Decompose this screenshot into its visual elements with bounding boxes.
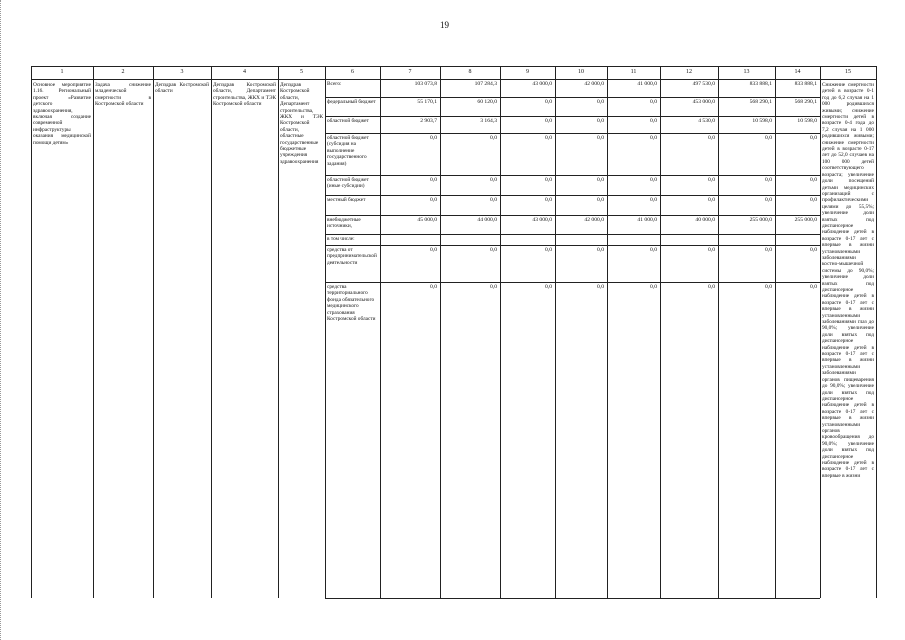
budget-value: 0,0 — [490, 197, 497, 203]
funding-source-label: федеральный бюджет — [327, 99, 376, 105]
budget-value: 0,0 — [708, 284, 715, 290]
table-vline — [876, 66, 877, 598]
table-hline — [325, 234, 820, 235]
column-number-header: 2 — [121, 69, 125, 75]
budget-value: 43 000,0 — [532, 217, 552, 223]
budget-value: 0,0 — [708, 177, 715, 183]
budget-value: 0,0 — [430, 135, 437, 141]
budget-value: 0,0 — [650, 284, 657, 290]
table-vline — [555, 66, 556, 598]
budget-value: 0,0 — [430, 284, 437, 290]
budget-value: 255 000,0 — [794, 217, 817, 223]
budget-value: 0,0 — [545, 247, 552, 253]
budget-value: 0,0 — [708, 197, 715, 203]
description-cell: Депздрав Костромской области, Департамент строительства, ЖКХ и ТЭК Костромской области — [213, 82, 276, 108]
funding-source-label: внебюджетные источники, — [327, 217, 361, 230]
table-hline — [325, 598, 820, 599]
budget-value: 45 000,0 — [417, 217, 437, 223]
budget-value: 0,0 — [597, 247, 604, 253]
funding-source-label: Всего: — [327, 81, 342, 87]
budget-value: 0,0 — [545, 284, 552, 290]
budget-value: 0,0 — [597, 99, 604, 105]
budget-value: 42 000,0 — [584, 81, 604, 87]
budget-value: 0,0 — [765, 284, 772, 290]
budget-value: 0,0 — [430, 177, 437, 183]
table-hline — [31, 79, 876, 80]
table-vline — [660, 66, 661, 598]
budget-value: 0,0 — [490, 135, 497, 141]
column-number-header: 3 — [180, 69, 184, 75]
budget-value: 0,0 — [708, 247, 715, 253]
column-number-header: 7 — [408, 69, 412, 75]
table-hline — [325, 175, 820, 176]
table-vline — [278, 66, 279, 598]
funding-source-label: местный бюджет — [327, 197, 366, 203]
budget-value: 4 530,0 — [698, 118, 715, 124]
description-cell: Основное мероприятие 1.16. Региональный проект «Развитие детского здравоохранения, включая создание современной инфраструктуры оказания медицинской помощи детям» — [33, 82, 91, 146]
budget-value: 0,0 — [810, 284, 817, 290]
column-number-header: 6 — [351, 69, 354, 75]
scan-edge — [0, 0, 1, 640]
table-hline — [325, 195, 820, 196]
budget-value: 568 290,1 — [794, 99, 817, 105]
funding-source-label: средства территориального фонда обязательного медицинского страхования Костромской области — [327, 284, 376, 323]
column-number-header: 14 — [794, 69, 801, 75]
budget-value: 0,0 — [597, 284, 604, 290]
table-vline — [31, 66, 32, 598]
budget-value: 40 000,0 — [695, 217, 715, 223]
budget-value: 0,0 — [650, 247, 657, 253]
budget-value: 833 888,1 — [749, 81, 772, 87]
table-vline — [93, 66, 94, 598]
table-vline — [153, 66, 154, 598]
budget-value: 0,0 — [430, 247, 437, 253]
budget-value: 0,0 — [490, 177, 497, 183]
funding-source-label: областной бюджет (иные субсидии) — [327, 177, 369, 190]
budget-value: 0,0 — [597, 118, 604, 124]
column-number-header: 12 — [686, 69, 692, 75]
budget-value: 0,0 — [650, 177, 657, 183]
budget-value: 0,0 — [810, 247, 817, 253]
budget-value: 0,0 — [650, 197, 657, 203]
budget-value: 0,0 — [810, 177, 817, 183]
budget-value: 0,0 — [650, 135, 657, 141]
column-number-header: 13 — [743, 69, 750, 75]
table-hline — [325, 245, 820, 246]
budget-value: 255 000,0 — [749, 217, 772, 223]
page-number: 19 — [440, 20, 449, 30]
table-hline — [325, 116, 820, 117]
budget-value: 0,0 — [650, 118, 657, 124]
budget-value: 833 888,1 — [794, 81, 817, 87]
table-vline — [607, 66, 608, 598]
column-number-header: 8 — [468, 69, 472, 75]
budget-value: 0,0 — [765, 197, 772, 203]
column-number-header: 4 — [243, 69, 246, 75]
description-cell: Депздрав Костромской области, Департамент строительства, ЖКХ и ТЭК Костромской области, областные государственные бюджетные учреждения здравоохранения — [280, 82, 323, 165]
column-number-header: 11 — [630, 69, 637, 75]
budget-value: 0,0 — [810, 197, 817, 203]
budget-value: 107 284,3 — [474, 81, 497, 87]
table-vline — [325, 66, 326, 598]
table-vline — [440, 66, 441, 598]
budget-value: 0,0 — [490, 247, 497, 253]
column-number-header: 15 — [845, 69, 851, 75]
budget-value: 0,0 — [650, 99, 657, 105]
budget-value: 60 120,0 — [477, 99, 497, 105]
budget-value: 0,0 — [810, 135, 817, 141]
budget-value: 55 170,1 — [417, 99, 437, 105]
budget-value: 10 598,0 — [797, 118, 817, 124]
budget-value: 43 000,0 — [532, 81, 552, 87]
funding-source-label: в том числе: — [327, 236, 355, 242]
budget-value: 0,0 — [545, 197, 552, 203]
budget-value: 2 903,7 — [420, 118, 437, 124]
funding-source-label: областной бюджет — [327, 118, 369, 124]
budget-value: 44 000,0 — [477, 217, 497, 223]
table-vline — [380, 66, 381, 598]
budget-value: 42 000,0 — [584, 217, 604, 223]
table-vline — [718, 66, 719, 598]
table-hline — [325, 215, 820, 216]
table-vline — [775, 66, 776, 598]
budget-value: 0,0 — [545, 118, 552, 124]
table-hline — [325, 282, 820, 283]
budget-value: 0,0 — [430, 197, 437, 203]
budget-value: 0,0 — [597, 197, 604, 203]
budget-value: 0,0 — [597, 177, 604, 183]
funding-source-label: областной бюджет (субсидия на выполнение государственного задания) — [327, 135, 369, 167]
table-vline — [820, 66, 821, 598]
description-cell: Задача снижение младенческой смертности в Костромской области — [95, 82, 151, 108]
budget-value: 0,0 — [765, 247, 772, 253]
budget-value: 0,0 — [545, 177, 552, 183]
column-number-header: 10 — [578, 69, 584, 75]
budget-value: 453 000,0 — [692, 99, 715, 105]
column-number-header: 9 — [526, 69, 529, 75]
expected-results-cell: Снижение смертности детей в возрасте 0-1 год до 6,2 случая на 1 000 родившихся живыми; снижение смертности детей в возрасте 0-4 года до 7,2 случая на 1 000 родившихся живыми; снижение смертности детей в возрасте 0-17 лет до 52,0 случаев на 100 000 детей соответствующего возраста; увеличение доли посещений детьми медицинских организаций с профилактическими целями до 55,5%; увеличение доли взятых под диспансерное наблюдение детей в возрасте 0-17 лет с впервые в жизни установленными заболеваниями костно-мышечной системы до 90,0%; увеличение доли взятых под диспансерное наблюдение детей в возрасте 0-17 лет с впервые в жизни установленными заболеваниями глаз до 90,0%; увеличение доли взятых под диспансерное наблюдение детей в возрасте 0-17 лет с впервые в жизни установленными заболеваниями органов пищеварения до 90,0%; увеличение доли взятых под диспансерное наблюдение детей в возрасте 0-17 лет с впервые в жизни установленными органов кровообращения до 90,0%; увеличение доли взятых под диспансерное наблюдение детей в возрасте 0-17 лет с впервые в жизни — [822, 82, 874, 479]
budget-value: 0,0 — [545, 99, 552, 105]
funding-source-label: средства от предпринимательской деятельности — [327, 247, 377, 266]
table-vline — [211, 66, 212, 598]
column-number-header: 5 — [300, 69, 303, 75]
budget-value: 497 530,0 — [692, 81, 715, 87]
budget-value: 568 290,1 — [749, 99, 772, 105]
budget-value: 103 073,8 — [414, 81, 437, 87]
budget-value: 41 000,0 — [637, 217, 657, 223]
table-hline — [325, 133, 820, 134]
budget-value: 0,0 — [490, 284, 497, 290]
budget-value: 0,0 — [597, 135, 604, 141]
description-cell: Депздрав Костромской области — [155, 82, 209, 95]
column-number-header: 1 — [60, 69, 64, 75]
budget-value: 0,0 — [708, 135, 715, 141]
budget-value: 0,0 — [765, 177, 772, 183]
budget-value: 0,0 — [765, 135, 772, 141]
budget-value: 0,0 — [545, 135, 552, 141]
table-hline — [325, 97, 820, 98]
budget-value: 41 000,0 — [637, 81, 657, 87]
table-vline — [500, 66, 501, 598]
budget-value: 3 164,3 — [480, 118, 497, 124]
budget-value: 10 598,0 — [752, 118, 772, 124]
